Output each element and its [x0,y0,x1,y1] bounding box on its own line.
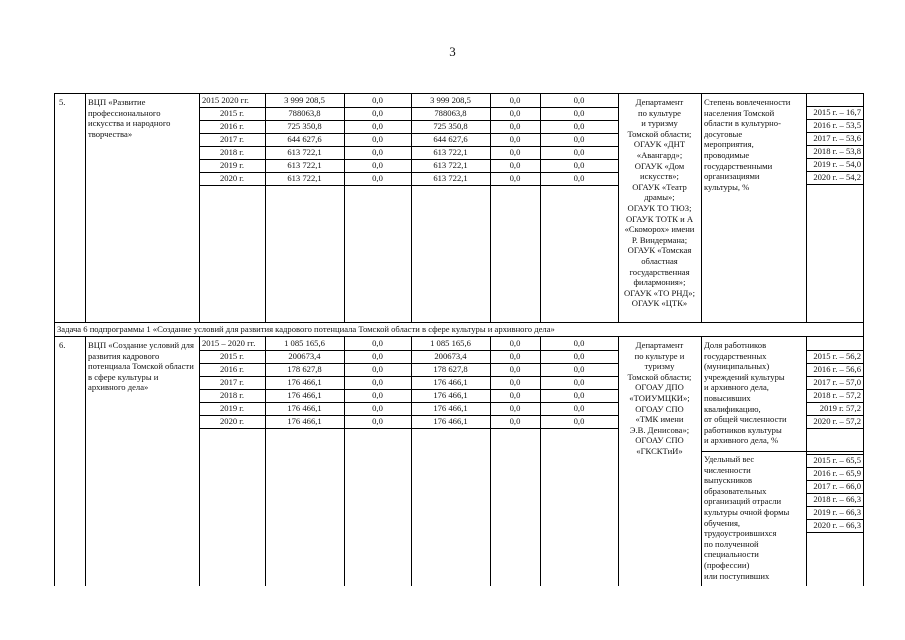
text-line: «ТОИУМЦКИ»; [629,392,690,403]
period-cell: 2019 г. [219,160,245,170]
indicator-year-value: 2016 г. – 56,6 [813,364,861,374]
indicator-year-value: 2019 г. 57,2 [819,403,861,413]
text-line: и туризму [641,118,678,129]
local-budget-cell: 0,0 [509,134,521,144]
financing-year-row [199,146,618,159]
text-line: и архивного дела, [704,382,769,393]
row-divider [199,350,618,351]
regional-budget-cell: 613 722,1 [433,160,468,170]
local-budget-cell: 0,0 [509,338,521,348]
regional-budget-cell: 788063,8 [434,108,467,118]
local-budget-cell: 0,0 [509,160,521,170]
text-line: трудоустроившихся [704,528,777,539]
text-line: по полученной [704,538,759,549]
financing-year-row [199,107,618,120]
text-line: Томской области; [627,128,692,139]
text-line: квалификацию, [704,403,761,414]
text-line: культуры очной формы [704,506,790,517]
text-line: численности [704,464,751,475]
indicator-row-divider [806,389,863,390]
indicator-row-divider [806,428,863,429]
total-cell: 176 466,1 [287,403,322,413]
total-cell: 178 627,8 [287,364,322,374]
local-budget-cell: 0,0 [509,351,521,361]
indicator-name [704,454,805,581]
indicator-row-divider [806,132,863,133]
local-budget-cell: 0,0 [509,416,521,426]
federal-budget-cell: 0,0 [372,108,383,118]
text-line: «ГКСКТиИ» [636,445,683,456]
off-budget-cell: 0,0 [573,377,585,387]
total-cell: 788063,8 [288,108,321,118]
indicator-row-divider [806,493,863,494]
text-line: обучения, [704,517,741,528]
text-line: ОГАУК ТОТК и А [625,213,694,224]
indicator-year-value: 2018 г. – 66,3 [813,494,861,504]
financing-year-row [199,415,618,428]
local-budget-cell: 0,0 [509,377,521,387]
financing-year-row [199,376,618,389]
page-number: 3 [449,44,456,59]
indicator-row-divider [806,145,863,146]
table-row-6 [55,337,863,586]
financing-year-row [199,389,618,402]
indicator-row-divider [806,350,863,351]
text-line: государственных [704,350,767,361]
period-cell: 2015 – 2020 гг. [202,338,256,348]
off-budget-cell: 0,0 [573,95,585,105]
off-budget-cell: 0,0 [573,351,585,361]
federal-budget-cell: 0,0 [372,416,383,426]
regional-budget-cell: 1 085 165,6 [430,338,471,348]
text-line: «Скоморох» имени [624,224,695,235]
text-line: образовательных [704,485,767,496]
text-line: Томской области; [627,371,692,382]
text-line: по культуре и [634,350,685,361]
off-budget-cell: 0,0 [573,364,585,374]
indicator-name [704,97,805,192]
financing-year-row [199,94,618,107]
row-number: 5. [59,97,66,107]
row-divider [199,415,618,416]
row-divider [199,389,618,390]
federal-budget-cell: 0,0 [372,134,383,144]
indicator-row-divider [806,376,863,377]
indicator-row-divider [806,532,863,533]
text-line: «Авангард»; [636,149,683,160]
financing-year-row [199,402,618,415]
task-title: Задача 6 подпрограммы 1 «Создание условий для развития кадрового потенциала Томской области в сфере культуры и архивного дела» [57,324,555,334]
local-budget-cell: 0,0 [509,108,521,118]
regional-budget-cell: 176 466,1 [433,390,468,400]
period-cell: 2015 г. [219,108,245,118]
indicator-year-value: 2019 г. – 66,3 [813,507,861,517]
federal-budget-cell: 0,0 [372,364,383,374]
federal-budget-cell: 0,0 [372,173,383,183]
off-budget-cell: 0,0 [573,338,585,348]
off-budget-cell: 0,0 [573,160,585,170]
program-name: ВЦП «Развитие профессионального искусства и народного творчества» [88,97,171,139]
off-budget-cell: 0,0 [573,416,585,426]
indicator-row-divider [806,415,863,416]
text-line: учреждений культуры [704,371,785,382]
indicator-year-value: 2020 г. – 57,2 [813,416,861,426]
off-budget-cell: 0,0 [573,403,585,413]
row-divider [199,159,618,160]
row-divider [199,172,618,173]
row-divider [199,133,618,134]
period-cell: 2015 2020 гг. [202,95,249,105]
total-cell: 725 350,8 [287,121,322,131]
federal-budget-cell: 0,0 [372,351,383,361]
text-line: специальности [704,549,759,560]
text-line: областная [641,255,678,266]
period-cell: 2017 г. [219,377,245,387]
indicator-row-divider [806,184,863,185]
total-cell: 176 466,1 [287,390,322,400]
financing-year-row [199,350,618,363]
row-divider [199,146,618,147]
row-divider [199,185,618,186]
text-line: Удельный вес [704,454,755,464]
text-line: ОГОАУ СПО [635,435,684,446]
text-line: работников культуры [704,424,782,435]
indicator-row-divider [806,119,863,120]
row-divider [199,376,618,377]
executors [618,97,701,309]
text-line: мероприятия, [704,139,754,150]
text-line: ОГАУК «Дом [634,160,685,171]
off-budget-cell: 0,0 [573,390,585,400]
period-cell: 2018 г. [219,147,245,157]
indicator-row-divider [806,106,863,107]
text-line: ОГАУК «Томская [627,245,692,256]
text-line: государственная [629,266,690,277]
indicator-year-value: 2015 г. – 16,7 [813,107,861,117]
total-cell: 644 627,6 [287,134,322,144]
total-cell: 3 999 208,5 [284,95,325,105]
indicator-row-divider [806,363,863,364]
indicator-year-value: 2016 г. – 65,9 [813,468,861,478]
indicator-row-divider [806,519,863,520]
regional-budget-cell: 613 722,1 [433,147,468,157]
text-line: ОГОАУ СПО [635,403,684,414]
text-line: организаций отрасли [704,496,782,507]
table-row-5 [55,94,863,323]
total-cell: 613 722,1 [287,173,322,183]
indicator-row-divider [806,454,863,455]
row-number: 6. [59,340,66,350]
off-budget-cell: 0,0 [573,173,585,183]
indicator-year-value: 2020 г. – 54,2 [813,172,861,182]
financing-year-row [199,120,618,133]
regional-budget-cell: 725 350,8 [433,121,468,131]
text-line: ОГАУК «ТО РНД»; [624,287,695,298]
indicator-row-divider [806,402,863,403]
indicator-row-divider [806,158,863,159]
text-line: Департамент [635,340,684,350]
indicator-year-value: 2017 г. – 66,0 [813,481,861,491]
text-line: проводимые [704,149,750,160]
text-line: от общей численности [704,414,787,425]
row-divider [199,363,618,364]
financing-year-row [199,172,618,185]
text-line: государственными [704,160,773,171]
financing-year-row [199,363,618,376]
regional-budget-cell: 613 722,1 [433,173,468,183]
text-line: Р. Виндермана; [631,234,688,245]
indicator-row-divider [806,506,863,507]
text-line: ОГОАУ ДПО [635,382,684,393]
text-line: области в культурно- [704,118,781,129]
financing-year-row [199,337,618,350]
regional-budget-cell: 176 466,1 [433,403,468,413]
regional-budget-cell: 176 466,1 [433,377,468,387]
program-name: ВЦП «Создание условий для развития кадрового потенциала Томской области в сфере культуры и архивного дела» [88,340,194,392]
federal-budget-cell: 0,0 [372,390,383,400]
federal-budget-cell: 0,0 [372,338,383,348]
indicator-row-divider [806,467,863,468]
indicator-row-divider [806,480,863,481]
text-line: (муниципальных) [704,361,770,372]
financing-table [54,93,864,586]
indicator-year-value: 2016 г. – 53,5 [813,120,861,130]
period-cell: 2015 г. [219,351,245,361]
period-cell: 2020 г. [219,416,245,426]
period-cell: 2017 г. [219,134,245,144]
federal-budget-cell: 0,0 [372,147,383,157]
local-budget-cell: 0,0 [509,364,521,374]
total-cell: 613 722,1 [287,147,322,157]
text-line: филармония»; [633,277,686,288]
text-line: Департамент [635,97,684,107]
local-budget-cell: 0,0 [509,173,521,183]
period-cell: 2016 г. [219,121,245,131]
indicator-year-value: 2020 г. – 66,3 [813,520,861,530]
indicator-divider [701,451,863,452]
indicator-year-value: 2018 г. – 57,2 [813,390,861,400]
text-line: выпускников [704,475,753,486]
text-line: культуры, % [704,181,750,192]
total-cell: 613 722,1 [287,160,322,170]
text-line: организациями [704,171,760,182]
indicator-row-divider [806,171,863,172]
local-budget-cell: 0,0 [509,95,521,105]
text-line: ОГАУК «ЦТК» [631,298,688,309]
federal-budget-cell: 0,0 [372,160,383,170]
indicator-year-value: 2018 г. – 53,8 [813,146,861,156]
off-budget-cell: 0,0 [573,121,585,131]
text-line: искусств»; [640,171,679,182]
text-line: или поступивших [704,570,770,581]
task-heading-row [55,323,863,337]
text-line: Степень вовлеченности [704,97,791,107]
text-line: досуговые [704,128,743,139]
row-divider [199,120,618,121]
federal-budget-cell: 0,0 [372,121,383,131]
text-line: по культуре [638,107,681,118]
text-line: ОГАУК ТО ТЮЗ; [627,202,692,213]
row-divider [199,107,618,108]
off-budget-cell: 0,0 [573,134,585,144]
regional-budget-cell: 200673,4 [434,351,467,361]
total-cell: 176 466,1 [287,416,322,426]
indicator-year-value: 2017 г. – 57,0 [813,377,861,387]
text-line: населения Томской [704,107,775,118]
indicator-year-value: 2019 г. – 54,0 [813,159,861,169]
federal-budget-cell: 0,0 [372,377,383,387]
executors [618,340,701,457]
off-budget-cell: 0,0 [573,147,585,157]
row-divider [199,402,618,403]
regional-budget-cell: 644 627,6 [433,134,468,144]
text-line: Доля работников [704,340,767,350]
financing-year-row [199,159,618,172]
indicator-year-value: 2015 г. – 65,5 [813,455,861,465]
text-line: ОГАУК «Театр [632,181,687,192]
total-cell: 1 085 165,6 [284,338,325,348]
text-line: драмы»; [644,192,675,203]
text-line: ОГАУК «ДНТ [633,139,686,150]
regional-budget-cell: 176 466,1 [433,416,468,426]
off-budget-cell: 0,0 [573,108,585,118]
period-cell: 2018 г. [219,390,245,400]
indicator-name [704,340,805,446]
total-cell: 176 466,1 [287,377,322,387]
text-line: туризму [644,361,675,372]
federal-budget-cell: 0,0 [372,95,383,105]
text-line: «ТМК имени [635,414,684,425]
indicator-year-value: 2015 г. – 56,2 [813,351,861,361]
text-line: (профессии) [704,559,750,570]
row-divider [199,428,618,429]
text-line: и архивного дела, % [704,435,779,446]
local-budget-cell: 0,0 [509,147,521,157]
period-cell: 2020 г. [219,173,245,183]
financing-year-row [199,133,618,146]
text-line: повысивших [704,392,751,403]
federal-budget-cell: 0,0 [372,403,383,413]
local-budget-cell: 0,0 [509,121,521,131]
text-line: Э.В. Денисова»; [629,424,690,435]
regional-budget-cell: 178 627,8 [433,364,468,374]
period-cell: 2016 г. [219,364,245,374]
total-cell: 200673,4 [288,351,321,361]
period-cell: 2019 г. [219,403,245,413]
local-budget-cell: 0,0 [509,403,521,413]
indicator-year-value: 2017 г. – 53,6 [813,133,861,143]
regional-budget-cell: 3 999 208,5 [430,95,471,105]
local-budget-cell: 0,0 [509,390,521,400]
